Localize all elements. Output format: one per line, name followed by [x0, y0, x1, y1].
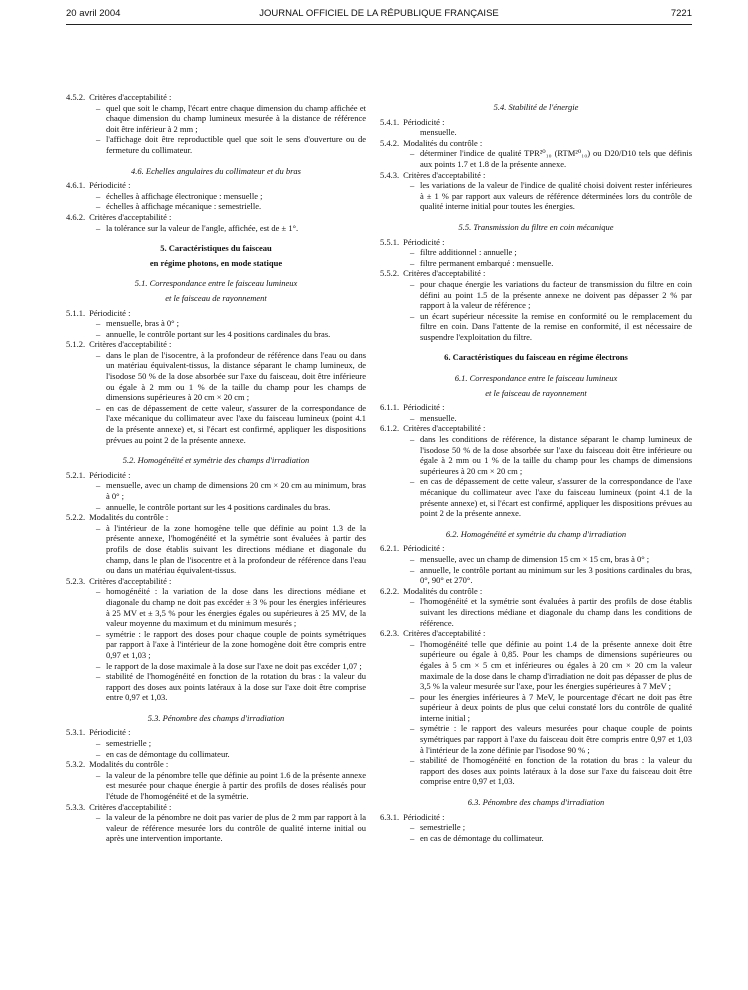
bullet-item: [380, 279, 692, 311]
item-number: 6.1.1.: [380, 402, 400, 413]
item-number: 5.4.1.: [380, 116, 400, 127]
bullet-item: [380, 434, 692, 476]
section-heading: 5.2. Homogénéité et symétrie des champs d'irradiation: [122, 455, 310, 466]
left-column: [66, 92, 366, 844]
numbered-item: [380, 628, 692, 639]
dash-marker: –: [96, 201, 101, 212]
dash-marker: –: [96, 522, 101, 533]
section-heading: 5.3. Pénombre des champs d'irradiation: [147, 712, 285, 723]
section-heading-cont: et le faisceau de rayonnement: [485, 387, 587, 398]
item-heading: Périodicité :: [89, 307, 131, 318]
bullet-text: pour les énergies inférieures à 7 MeV, le pourcentage d'écart ne doit pas être supérieur à deux points de plus que celui constaté lors du contrôle de qualité interne initial ;: [420, 691, 692, 723]
page-header: [66, 8, 692, 22]
numbered-item: [66, 308, 366, 319]
bullet-item: [66, 770, 366, 802]
dash-marker: –: [96, 738, 101, 749]
bullet-item: [66, 403, 366, 445]
bullet-text: en cas de dépassement de cette valeur, s'assurer de la correspondance de l'axe mécanique du collimateur avec l'axe du faisceau lumineux (point 4.1 de la présente annexe) et, si l'écart est confirmé, appliquer les dispositions prévues au point 2 de la présente annexe.: [420, 476, 692, 519]
numbered-item: [380, 543, 692, 554]
dash-marker: –: [410, 476, 415, 487]
dash-marker: –: [96, 628, 101, 639]
item-number: 6.1.2.: [380, 423, 400, 434]
bullet-text: homogénéité : la variation de la dose dans les directions médiane et diagonale du champ ne doit pas excéder ± 3 % pour les énergies inférieures à 25 MV et ± 3,5 % pour les énergies égales ou supérieures à 25 MV, de la valeur moyenne du maximum et du minimum mesurés ;: [106, 586, 366, 629]
bullet-text: annuelle, le contrôle portant au minimum sur les 3 positions cardinales du bras, 0°, 90° et 270°.: [420, 564, 692, 586]
item-number: 5.2.2.: [66, 512, 86, 523]
bullet-text: annuelle, le contrôle portant sur les 4 positions cardinales du bras.: [106, 328, 331, 339]
bullet-item: [66, 502, 366, 513]
dash-marker: –: [410, 553, 415, 564]
item-heading: Critères d'acceptabilité :: [403, 628, 486, 639]
bullet-text: dans le plan de l'isocentre, à la profondeur de référence dans l'eau ou dans un matériau équivalent-tissus, la distance séparant le champ lumineux, de l'isodose 50 % de la dose absorbée sur l'axe du faisceau, doit être inférieure ou égale à 2 mm ou 1 % de la taille du champ pour les champs de dimensions supérieures à 20 cm × 20 cm ;: [106, 349, 366, 403]
bullet-item: [66, 103, 366, 135]
dash-marker: –: [96, 748, 101, 759]
dash-marker: –: [410, 832, 415, 843]
dash-marker: –: [410, 310, 415, 321]
bullet-item: [66, 318, 366, 329]
bullet-item: [66, 480, 366, 501]
bullet-item: [380, 692, 692, 724]
bullet-item: [66, 523, 366, 576]
bullet-text: à l'intérieur de la zone homogène telle que définie au point 1.3 de la présente annexe, l'homogénéité et la symétrie sont évaluées à partir des profils de dose établis suivant les directions médiane et diagonale du champ, dans le plan de l'isocentre et à la profondeur de référence dans l'eau ou dans un matériau équivalent-tissus.: [106, 522, 366, 576]
bullet-item: [380, 723, 692, 755]
dash-marker: –: [410, 412, 415, 423]
bullet-item: [66, 350, 366, 403]
bullet-text: filtre permanent embarqué : mensuelle.: [420, 257, 554, 268]
bullet-item: [380, 258, 692, 269]
item-number: 6.2.2.: [380, 585, 400, 596]
dash-marker: –: [96, 222, 101, 233]
bullet-item: [380, 596, 692, 628]
item-heading: Critères d'acceptabilité :: [89, 339, 172, 350]
numbered-item: [66, 576, 366, 587]
item-heading: Périodicité :: [403, 236, 445, 247]
item-number: 5.3.2.: [66, 759, 86, 770]
item-number: 6.3.1.: [380, 811, 400, 822]
bullet-item: [66, 201, 366, 212]
item-heading: Périodicité :: [89, 469, 131, 480]
section-heading-cont: et le faisceau de rayonnement: [165, 292, 267, 303]
item-heading: Périodicité :: [403, 402, 445, 413]
item-number: 5.5.1.: [380, 236, 400, 247]
item-number: 6.2.3.: [380, 628, 400, 639]
item-number: 5.2.1.: [66, 469, 86, 480]
item-number: 5.3.3.: [66, 801, 86, 812]
bullet-text: mensuelle, bras à 0° ;: [106, 318, 180, 329]
item-number: 5.4.3.: [380, 169, 400, 180]
dash-marker: –: [410, 638, 415, 649]
bullet-text: échelles à affichage électronique : mensuelle ;: [106, 190, 263, 201]
bullet-item: [380, 247, 692, 258]
numbered-item: [66, 512, 366, 523]
bullet-text: la tolérance sur la valeur de l'angle, affichée, est de ± 1°.: [106, 222, 299, 233]
dash-marker: –: [410, 755, 415, 766]
bullet-text: filtre additionnel : annuelle ;: [420, 247, 517, 258]
bullet-item: [380, 148, 692, 169]
numbered-item: [380, 237, 692, 248]
item-number: 4.5.2.: [66, 92, 86, 102]
dash-marker: –: [410, 278, 415, 289]
item-number: 5.5.2.: [380, 268, 400, 279]
bullet-text: semestrielle ;: [420, 822, 466, 833]
dash-marker: –: [96, 660, 101, 671]
bullet-text: en cas de démontage du collimateur.: [106, 748, 230, 759]
dash-marker: –: [410, 596, 415, 607]
dash-marker: –: [96, 501, 101, 512]
numbered-item: [66, 727, 366, 738]
dash-marker: –: [96, 480, 101, 491]
bullet-item: [66, 738, 366, 749]
numbered-item: [380, 138, 692, 149]
numbered-item: [380, 812, 692, 823]
item-heading: Critères d'acceptabilité :: [89, 801, 172, 812]
item-number: 5.3.1.: [66, 727, 86, 738]
numbered-item: [380, 117, 692, 128]
bullet-text: l'affichage doit être reproductible quel que soit le sens d'ouverture ou de fermeture du collimateur.: [106, 134, 366, 155]
bullet-text: mensuelle.: [420, 127, 457, 138]
bullet-text: semestrielle ;: [106, 738, 152, 749]
chapter-heading-cont: en régime photons, en mode statique: [149, 257, 283, 268]
bullet-text: échelles à affichage mécanique : semestrielle.: [106, 201, 262, 212]
item-number: 4.6.2.: [66, 211, 86, 222]
bullet-item: [66, 671, 366, 703]
item-heading: Périodicité :: [89, 180, 131, 191]
bullet-item: [66, 749, 366, 760]
dash-marker: –: [96, 318, 101, 329]
item-heading: Critères d'acceptabilité :: [403, 169, 486, 180]
bullet-text: en cas de dépassement de cette valeur, s'assurer de la correspondance de l'axe mécanique du collimateur avec l'axe du faisceau lumineux (point 4.1 de la présente annexe) et, si l'écart est confirmé, appliquer les dispositions prévues au point 2 de la présente annexe.: [106, 402, 366, 445]
bullet-text: le rapport de la dose maximale à la dose sur l'axe ne doit pas excéder 1,07 ;: [106, 660, 362, 671]
dash-marker: –: [96, 134, 101, 145]
bullet-text: dans les conditions de référence, la distance séparant le champ lumineux de l'isodose 50 % de la dose absorbée sur l'axe du faisceau doit être inférieure ou égale à 2 mm ou 1 % de la taille du champ pour les champs de dimensions supérieures à 20 cm × 20 cm ;: [420, 434, 692, 476]
dash-marker: –: [410, 564, 415, 575]
item-number: 5.4.2.: [380, 137, 400, 148]
item-heading: Périodicité :: [403, 543, 445, 554]
numbered-item: [66, 759, 366, 770]
numbered-item: [380, 423, 692, 434]
dash-marker: –: [96, 349, 101, 360]
bullet-item: [66, 661, 366, 672]
section-heading: 6.1. Correspondance entre le faisceau lumineux: [454, 373, 618, 384]
item-heading: Périodicité :: [403, 811, 445, 822]
bullet-text: mensuelle, avec un champ de dimension 15 cm × 15 cm, bras à 0° ;: [420, 553, 650, 564]
bullet-text: stabilité de l'homogénéité en fonction de la rotation du bras : la valeur du rapport des doses aux points latéraux à la dose sur l'axe du faisceau doit être comprise entre 0,97 et 1,03.: [420, 755, 692, 787]
dash-marker: –: [410, 822, 415, 833]
numbered-item: [66, 92, 366, 103]
bullet-item: [66, 812, 366, 844]
bullet-item: [380, 833, 692, 844]
item-number: 5.2.3.: [66, 575, 86, 586]
chapter-heading: 5. Caractéristiques du faisceau: [160, 243, 272, 254]
bullet-item: [380, 822, 692, 833]
dash-marker: –: [96, 402, 101, 413]
section-heading: 6.2. Homogénéité et symétrie du champ d'irradiation: [445, 528, 627, 539]
bullet-item: [66, 329, 366, 340]
dash-marker: –: [96, 328, 101, 339]
right-column: [380, 92, 692, 843]
bullet-item: [380, 554, 692, 565]
section-heading: 4.6. Echelles angulaires du collimateur et du bras: [131, 165, 301, 176]
bullet-text: symétrie : le rapport des valeurs mesurées pour chaque couple de points symétriques par rapport à l'axe du faisceau doit être compris entre 0,97 et 1,03 à l'intérieur de la zone définie par l'isodose 90 % ;: [420, 723, 692, 755]
numbered-item: [380, 586, 692, 597]
item-heading: Modalités du contrôle :: [403, 137, 483, 148]
bullet-item: [380, 476, 692, 518]
bullet-item: [380, 127, 692, 138]
section-heading: 5.4. Stabilité de l'énergie: [493, 102, 579, 112]
bullet-text: annuelle, le contrôle portant sur les 4 positions cardinales du bras.: [106, 501, 331, 512]
bullet-item: [66, 223, 366, 234]
item-heading: Modalités du contrôle :: [89, 512, 169, 523]
bullet-text: un écart supérieur nécessite la remise en conformité ou le remplacement du filtre en coin. Dans l'attente de la remise en conformité, il est nécessaire de suspendre l'exploitation du filtre.: [420, 310, 692, 342]
item-number: 5.1.2.: [66, 339, 86, 350]
numbered-item: [66, 180, 366, 191]
bullet-text: symétrie : le rapport des doses pour chaque couple de points symétriques par rapport à l'axe à l'intérieur de la zone homogène doit être compris entre 0,97 et 1,03 ;: [106, 628, 366, 660]
item-heading: Périodicité :: [403, 116, 445, 127]
bullet-text: l'homogénéité telle que définie au point 1.4 de la présente annexe doit être supérieure ou égale à 0,85. Pour les champs de dimensions supérieures ou égales à 5 cm × 5 cm et inférieures ou égales à 20 cm × 20 cm la valeur maximale de la dose dans le champ d'irradiation ne doit pas dépasser de plus de 3,5 % la valeur mesurée sur l'axe, pour les énergies supérieures à 7 MeV ;: [420, 638, 692, 692]
dash-marker: –: [96, 190, 101, 201]
item-number: 4.6.1.: [66, 180, 86, 191]
dash-marker: –: [96, 586, 101, 597]
numbered-item: [66, 802, 366, 813]
dash-marker: –: [410, 180, 415, 191]
bullet-item: [66, 629, 366, 661]
bullet-text: mensuelle.: [420, 412, 457, 423]
header-title: JOURNAL OFFICIEL DE LA RÉPUBLIQUE FRANÇAISE: [259, 8, 499, 19]
bullet-text: stabilité de l'homogénéité en fonction de la rotation du bras : la valeur du rapport des doses aux points latéraux à la dose sur l'axe doit être comprise entre 0,97 et 1,03.: [106, 671, 366, 703]
item-number: 6.2.1.: [380, 543, 400, 554]
dash-marker: –: [96, 671, 101, 682]
item-heading: Critères d'acceptabilité :: [89, 211, 172, 222]
chapter-heading: 6. Caractéristiques du faisceau en régime électrons: [444, 352, 628, 363]
bullet-text: quel que soit le champ, l'écart entre chaque dimension du champ affichée et chaque dimension du champ lumineux mesurée à la distance de référence doit être inférieur à 2 mm ;: [106, 102, 366, 134]
dash-marker: –: [410, 257, 415, 268]
dash-marker: –: [410, 723, 415, 734]
bullet-text: la valeur de la pénombre telle que définie au point 1.6 de la présente annexe est mesurée pour chaque énergie à partir des profils de doses réalisés pour l'étude de l'homogénéité et de la symétrie.: [106, 769, 366, 802]
section-heading: 5.1. Correspondance entre le faisceau lumineux: [134, 278, 298, 289]
item-heading: Périodicité :: [89, 727, 131, 738]
section-heading: 5.5. Transmission du filtre en coin mécanique: [458, 221, 614, 232]
item-heading: Critères d'acceptabilité :: [403, 423, 486, 434]
dash-marker: –: [96, 769, 101, 780]
dash-marker: –: [410, 434, 415, 445]
numbered-item: [380, 170, 692, 181]
header-date: 20 avril 2004: [66, 8, 121, 19]
bullet-text: pour chaque énergie les variations du facteur de transmission du filtre en coin défini au point 1.5 de la présente annexe ne doivent pas dépasser 2 % par rapport à la valeur de référence ;: [420, 278, 692, 311]
header-rule: [66, 24, 692, 25]
bullet-item: [380, 565, 692, 586]
bullet-item: [380, 413, 692, 424]
section-heading: 6.3. Pénombre des champs d'irradiation: [467, 797, 605, 808]
dash-marker: –: [410, 148, 415, 159]
item-heading: Modalités du contrôle :: [403, 585, 483, 596]
bullet-item: [380, 311, 692, 343]
bullet-item: [380, 755, 692, 787]
item-heading: Critères d'acceptabilité :: [89, 92, 172, 102]
item-heading: Modalités du contrôle :: [89, 759, 169, 770]
bullet-text: l'homogénéité et la symétrie sont évaluées à partir des profils de dose établis suivant les directions médiane et diagonale du champ dans les conditions de référence.: [420, 596, 692, 628]
item-heading: Critères d'acceptabilité :: [403, 268, 486, 279]
bullet-text: mensuelle, avec un champ de dimensions 20 cm × 20 cm au minimum, bras à 0° ;: [106, 480, 366, 501]
dash-marker: –: [410, 691, 415, 702]
bullet-text: la valeur de la pénombre ne doit pas varier de plus de 2 mm par rapport à la valeur de référence mesurée lors du contrôle de qualité interne initial ou après une intervention importante.: [106, 812, 366, 844]
numbered-item: [66, 470, 366, 481]
bullet-item: [66, 134, 366, 155]
dash-marker: –: [96, 812, 101, 823]
bullet-item: [380, 639, 692, 692]
numbered-item: [66, 212, 366, 223]
header-page-number: 7221: [670, 8, 692, 19]
bullet-item: [66, 191, 366, 202]
bullet-text: les variations de la valeur de l'indice de qualité choisi doivent rester inférieures à ± 1 % par rapport aux valeurs de référence déterminées lors du contrôle de qualité interne initial pour toutes les énergies.: [420, 180, 692, 212]
numbered-item: [66, 339, 366, 350]
dash-marker: –: [96, 102, 101, 113]
bullet-item: [66, 586, 366, 628]
dash-marker: –: [410, 247, 415, 258]
numbered-item: [380, 268, 692, 279]
bullet-item: [380, 180, 692, 212]
item-heading: Critères d'acceptabilité :: [89, 575, 172, 586]
bullet-text: en cas de démontage du collimateur.: [420, 832, 544, 843]
item-number: 5.1.1.: [66, 307, 86, 318]
bullet-text: déterminer l'indice de qualité TPR²⁰₁₀ (RTM²⁰₁₀) ou D20/D10 tels que définis aux points 1.7 et 1.8 de la présente annexe.: [420, 148, 692, 169]
numbered-item: [380, 402, 692, 413]
